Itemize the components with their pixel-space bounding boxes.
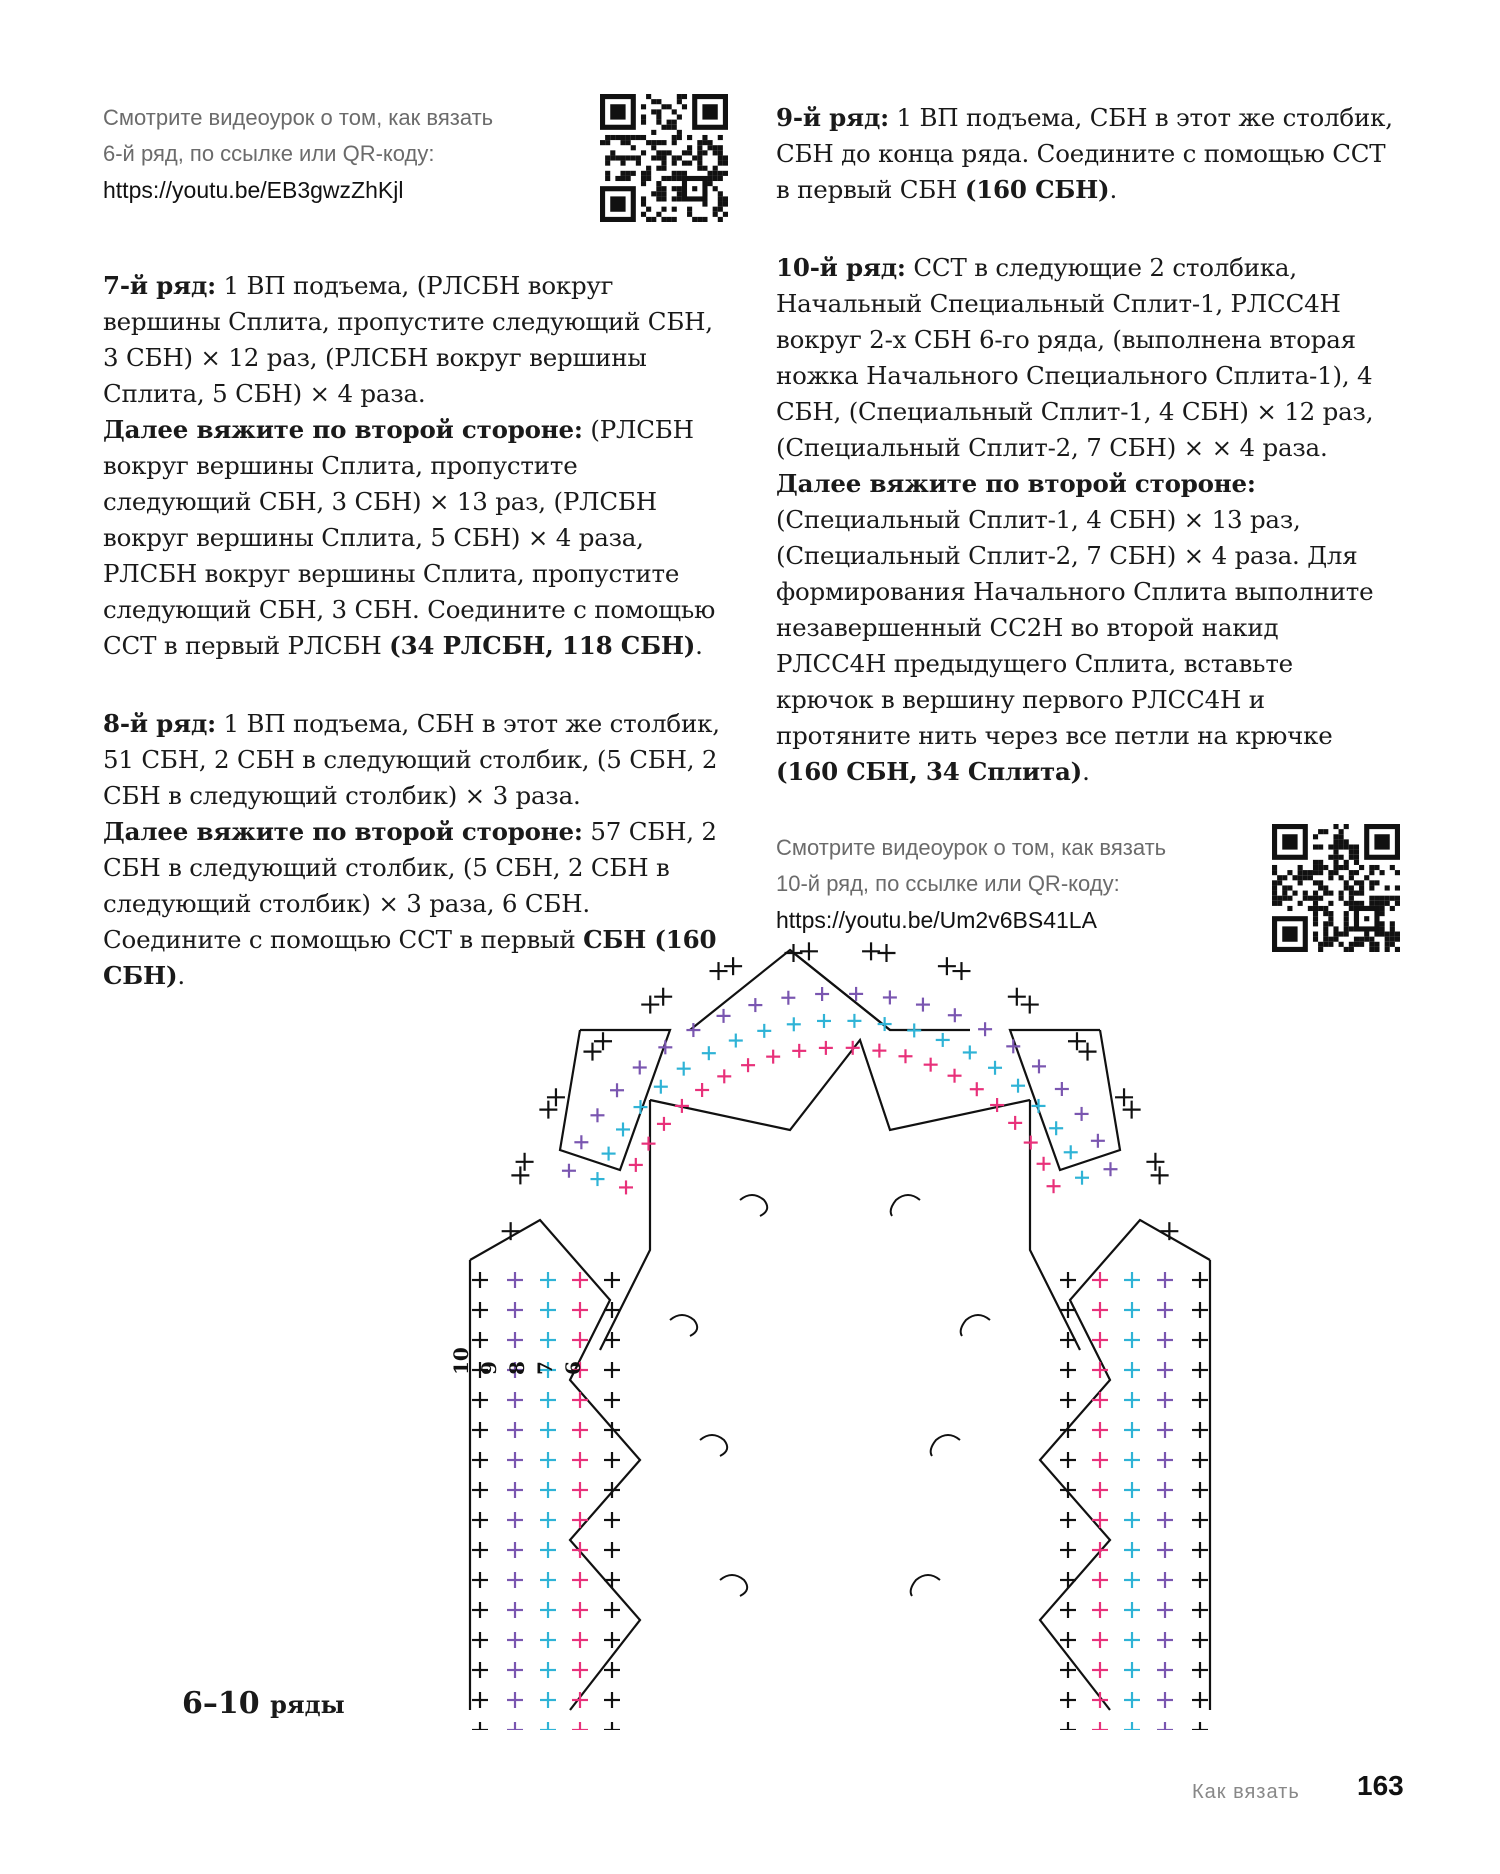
stitch-mark <box>1092 1572 1108 1588</box>
chain-hook <box>720 1575 747 1596</box>
stitch-mark <box>540 1302 556 1318</box>
stitch-mark <box>540 1422 556 1438</box>
row9-end: . <box>1109 175 1118 204</box>
stitch-mark <box>1151 1166 1169 1184</box>
video-link-row6[interactable]: https://youtu.be/EB3gwzZhKjl <box>103 177 404 203</box>
stitch-mark <box>1124 1572 1140 1588</box>
stitch-mark <box>604 1602 620 1618</box>
row7-total: (34 РЛСБН, 118 СБН) <box>389 631 696 660</box>
stitch-mark <box>1060 1272 1076 1288</box>
stitch-mark <box>1037 1157 1051 1171</box>
inner-right-stem <box>1030 1100 1080 1350</box>
chart-stitches <box>472 942 1208 1730</box>
stitch-mark <box>472 1662 488 1678</box>
stitch-mark <box>604 1392 620 1408</box>
stitch-mark <box>1068 1032 1086 1050</box>
stitch-mark <box>1124 1542 1140 1558</box>
row7-end: . <box>695 631 703 660</box>
stitch-mark <box>1192 1632 1208 1648</box>
stitch-mark <box>654 1080 668 1094</box>
stitch-mark <box>724 957 742 975</box>
stitch-mark <box>1124 1392 1140 1408</box>
stitch-mark <box>1092 1722 1108 1730</box>
stitch-mark <box>1124 1482 1140 1498</box>
stitch-mark <box>1103 1162 1117 1176</box>
stitch-mark <box>686 1023 700 1037</box>
stitch-mark <box>507 1692 523 1708</box>
row10-paragraph-2 <box>776 466 1396 790</box>
stitch-mark <box>572 1662 588 1678</box>
stitch-mark <box>604 1452 620 1468</box>
stitch-mark <box>540 1572 556 1588</box>
stitch-mark <box>924 1058 938 1072</box>
stitch-mark <box>633 1060 647 1074</box>
stitch-mark <box>572 1512 588 1528</box>
stitch-mark <box>629 1158 643 1172</box>
stitch-mark <box>1157 1422 1173 1438</box>
chart-caption-rows: 6–10 <box>182 1686 260 1721</box>
stitch-mark <box>1124 1632 1140 1648</box>
stitch-mark <box>507 1302 523 1318</box>
stitch-mark <box>604 1332 620 1348</box>
row8-end: . <box>177 961 185 990</box>
stitch-mark <box>1092 1272 1108 1288</box>
stitch-mark <box>766 1050 780 1064</box>
stitch-mark <box>657 1117 671 1131</box>
stitch-mark <box>990 1098 1004 1112</box>
stitch-mark <box>1157 1602 1173 1618</box>
stitch-mark <box>1192 1722 1208 1730</box>
stitch-mark <box>1124 1512 1140 1528</box>
stitch-mark <box>1157 1392 1173 1408</box>
stitch-mark <box>472 1542 488 1558</box>
stitch-mark <box>916 998 930 1012</box>
stitch-mark <box>1192 1662 1208 1678</box>
row-number-label: 9 <box>477 1361 501 1375</box>
stitch-mark <box>819 1041 833 1055</box>
stitch-mark <box>1192 1392 1208 1408</box>
stitch-mark <box>540 1632 556 1648</box>
stitch-mark <box>1160 1222 1178 1240</box>
stitch-mark <box>572 1272 588 1288</box>
chart-outline <box>470 950 1210 1710</box>
footer-section-title: Как вязать <box>1192 1781 1300 1803</box>
chart-caption-suffix: ряды <box>270 1690 345 1719</box>
stitch-mark <box>781 991 795 1005</box>
stitch-mark <box>540 1722 556 1730</box>
stitch-mark <box>1157 1362 1173 1378</box>
stitch-mark <box>717 1009 731 1023</box>
chain-hook <box>740 1195 767 1216</box>
stitch-mark <box>604 1512 620 1528</box>
stitch-mark <box>507 1452 523 1468</box>
stitch-mark <box>1092 1332 1108 1348</box>
stitch-mark <box>1124 1362 1140 1378</box>
stitch-mark <box>590 1108 604 1122</box>
stitch-mark <box>792 1044 806 1058</box>
stitch-mark <box>1157 1572 1173 1588</box>
stitch-mark <box>472 1512 488 1528</box>
stitch-mark <box>610 1083 624 1097</box>
stitch-mark <box>1124 1422 1140 1438</box>
stitch-mark <box>1092 1362 1108 1378</box>
stitch-mark <box>1032 1099 1046 1113</box>
stitch-mark <box>1092 1662 1108 1678</box>
stitch-mark <box>540 1482 556 1498</box>
row7-paragraph-2 <box>103 412 723 664</box>
split-outline-left <box>470 1220 640 1710</box>
stitch-mark <box>741 1058 755 1072</box>
stitch-mark <box>1124 1692 1140 1708</box>
stitch-mark <box>540 1692 556 1708</box>
stitch-mark <box>540 1542 556 1558</box>
stitch-mark <box>1157 1272 1173 1288</box>
stitch-mark <box>1092 1632 1108 1648</box>
stitch-mark <box>604 1362 620 1378</box>
stitch-mark <box>507 1392 523 1408</box>
stitch-mark <box>1008 1116 1022 1130</box>
row-number-label: 7 <box>533 1361 557 1375</box>
row9-label: 9-й ряд: <box>776 103 889 132</box>
stitch-mark <box>1075 1171 1089 1185</box>
stitch-mark <box>1124 1272 1140 1288</box>
stitch-mark <box>1092 1512 1108 1528</box>
row8-text1: 1 ВП подъема, СБН в этот же столбик, 51 СБН, 2 СБН в следующий столбик, (5 СБН, 2 СБН в следующий столбик) × 3 раза. <box>103 709 720 810</box>
stitch-mark <box>1060 1632 1076 1648</box>
stitch-mark <box>978 1022 992 1036</box>
stitch-mark <box>604 1272 620 1288</box>
top-peak <box>790 950 890 1030</box>
stitch-mark <box>1060 1542 1076 1558</box>
stitch-mark <box>540 1332 556 1348</box>
stitch-mark <box>539 1101 557 1119</box>
stitch-mark <box>872 1044 886 1058</box>
stitch-mark <box>507 1332 523 1348</box>
stitch-mark <box>1192 1332 1208 1348</box>
stitch-mark <box>1060 1722 1076 1730</box>
stitch-mark <box>507 1482 523 1498</box>
stitch-mark <box>507 1722 523 1730</box>
stitch-mark <box>574 1135 588 1149</box>
row8-label: 8-й ряд: <box>103 709 216 738</box>
stitch-mark <box>1192 1302 1208 1318</box>
stitch-mark <box>472 1602 488 1618</box>
stitch-mark <box>1064 1145 1078 1159</box>
page-number: 163 <box>1357 1770 1404 1801</box>
stitch-mark <box>936 1033 950 1047</box>
left-column <box>103 100 723 994</box>
stitch-mark <box>507 1602 523 1618</box>
stitch-mark <box>862 942 880 960</box>
stitch-mark <box>1157 1632 1173 1648</box>
stitch-mark <box>1157 1302 1173 1318</box>
stitch-mark <box>710 962 728 980</box>
stitch-mark <box>604 1632 620 1648</box>
stitch-mark <box>695 1083 709 1097</box>
stitch-mark <box>472 1722 488 1730</box>
stitch-mark <box>540 1452 556 1468</box>
stitch-mark <box>1092 1392 1108 1408</box>
stitch-mark <box>472 1572 488 1588</box>
stitch-mark <box>540 1662 556 1678</box>
stitch-mark <box>1092 1452 1108 1468</box>
qr-code-icon <box>1272 824 1400 952</box>
chain-hook <box>961 1315 990 1336</box>
stitch-mark <box>877 944 895 962</box>
stitch-mark <box>1192 1692 1208 1708</box>
row8-paragraph <box>103 706 723 814</box>
top-arc <box>690 950 970 1030</box>
stitch-mark <box>1192 1482 1208 1498</box>
row10-end: . <box>1082 757 1090 786</box>
row7-text2: (РЛСБН вокруг вершины Сплита, пропустите следующий СБН, 3 СБН) × 13 раз, (РЛСБН вокруг вершины Сплита, 5 СБН) × 4 раза, РЛСБН вокруг вершины Сплита, пропустите следующий СБН, 3 СБН. Соедините с помощью ССТ в первый РЛСБН <box>103 415 716 660</box>
stitch-mark <box>1124 1302 1140 1318</box>
stitch-mark <box>1060 1332 1076 1348</box>
stitch-mark <box>1124 1722 1140 1730</box>
stitch-mark <box>817 1014 831 1028</box>
stitch-mark <box>516 1153 534 1171</box>
row8-total: СБН (160 СБН) <box>103 925 717 990</box>
stitch-mark <box>572 1482 588 1498</box>
stitch-mark <box>1060 1692 1076 1708</box>
stitch-mark <box>1008 988 1026 1006</box>
row9-total: (160 СБН) <box>964 175 1110 204</box>
row7-second-side: Далее вяжите по второй стороне: <box>103 415 583 444</box>
stitch-mark <box>1024 1136 1038 1150</box>
stitch-mark <box>472 1452 488 1468</box>
stitch-mark <box>540 1512 556 1528</box>
stitch-mark <box>507 1272 523 1288</box>
stitch-mark <box>1047 1179 1061 1193</box>
chain-hook <box>891 1195 920 1216</box>
stitch-mark <box>507 1632 523 1648</box>
stitch-mark <box>641 996 659 1014</box>
stitch-mark <box>472 1692 488 1708</box>
chart-caption <box>182 1686 345 1721</box>
stitch-mark <box>1060 1452 1076 1468</box>
stitch-mark <box>1049 1121 1063 1135</box>
stitch-mark <box>948 1008 962 1022</box>
stitch-mark <box>472 1422 488 1438</box>
row7-label: 7-й ряд: <box>103 271 216 300</box>
stitch-mark <box>502 1222 520 1240</box>
stitch-mark <box>963 1045 977 1059</box>
stitch-mark <box>1192 1452 1208 1468</box>
stitch-mark <box>1157 1542 1173 1558</box>
stitch-mark <box>507 1422 523 1438</box>
stitch-mark <box>677 1062 691 1076</box>
stitch-mark <box>675 1099 689 1113</box>
stitch-mark <box>1157 1512 1173 1528</box>
stitch-mark <box>717 1069 731 1083</box>
chain-hook <box>931 1435 960 1456</box>
stitch-mark <box>1021 996 1039 1014</box>
stitch-mark <box>472 1392 488 1408</box>
row7-paragraph <box>103 268 723 412</box>
stitch-mark <box>800 942 818 960</box>
stitch-mark <box>562 1164 576 1178</box>
stitch-mark <box>948 1069 962 1083</box>
stitch-mark <box>1060 1362 1076 1378</box>
inner-left-stem <box>600 1100 650 1350</box>
stitch-mark <box>988 1061 1002 1075</box>
stitch-mark <box>654 988 672 1006</box>
row8-text2: 57 СБН, 2 СБН в следующий столбик, (5 СБН, 2 СБН в следующий столбик) × 3 раза, 6 СБН. Соедините с помощью ССТ в первый <box>103 817 717 954</box>
stitch-mark <box>938 957 956 975</box>
split-outline-right <box>1040 1220 1210 1710</box>
row10-total: (160 СБН, 34 Сплита) <box>776 757 1083 786</box>
stitch-mark <box>883 990 897 1004</box>
stitch-mark <box>507 1542 523 1558</box>
stitch-mark <box>547 1088 565 1106</box>
stitch-mark <box>1011 1079 1025 1093</box>
chain-hook <box>700 1435 727 1456</box>
stitch-mark <box>952 962 970 980</box>
stitch-mark <box>572 1632 588 1648</box>
qr-code-icon <box>600 94 728 222</box>
stitch-mark <box>507 1662 523 1678</box>
stitch-mark <box>472 1272 488 1288</box>
stitch-mark <box>472 1302 488 1318</box>
stitch-mark <box>540 1272 556 1288</box>
video-text-line1: Смотрите видеоурок о том, как вязать <box>776 835 1167 860</box>
row10-paragraph <box>776 250 1396 466</box>
stitch-mark <box>540 1602 556 1618</box>
row9-text1: 1 ВП подъема, СБН в этот же столбик, СБН до конца ряда. Соедините с помощью ССТ в первый СБН <box>776 103 1393 204</box>
row-number-label: 8 <box>505 1361 529 1375</box>
stitch-mark <box>1092 1422 1108 1438</box>
stitch-mark <box>1157 1692 1173 1708</box>
stitch-mark <box>1091 1134 1105 1148</box>
stitch-mark <box>815 987 829 1001</box>
stitch-mark <box>619 1180 633 1194</box>
row10-label: 10-й ряд: <box>776 253 906 282</box>
row10-second-side: Далее вяжите по второй стороне: <box>776 469 1256 498</box>
stitch-mark <box>1060 1392 1076 1408</box>
stitch-mark <box>729 1034 743 1048</box>
row9-paragraph <box>776 100 1396 208</box>
stitch-mark <box>1060 1572 1076 1588</box>
stitch-mark <box>1124 1662 1140 1678</box>
stitch-mark <box>1192 1422 1208 1438</box>
stitch-mark <box>604 1722 620 1730</box>
stitch-mark <box>590 1172 604 1186</box>
stitch-mark <box>1032 1059 1046 1073</box>
stitch-mark <box>507 1572 523 1588</box>
stitch-mark <box>604 1572 620 1588</box>
stitch-mark <box>1157 1722 1173 1730</box>
stitch-mark <box>472 1332 488 1348</box>
video-text-line2: 10-й ряд, по ссылке или QR-коду: <box>776 871 1120 896</box>
stitch-mark <box>472 1482 488 1498</box>
video-text-line1: Смотрите видеоурок о том, как вязать <box>103 105 494 130</box>
stitch-mark <box>594 1032 612 1050</box>
stitch-mark <box>1192 1512 1208 1528</box>
chain-hook <box>911 1575 940 1596</box>
row-number-label: 6 <box>561 1361 585 1375</box>
stitch-mark <box>572 1602 588 1618</box>
row8-second-side: Далее вяжите по второй стороне: <box>103 817 583 846</box>
stitch-mark <box>1192 1602 1208 1618</box>
stitch-mark <box>572 1722 588 1730</box>
video-block-row6 <box>103 100 723 208</box>
stitch-mark <box>702 1046 716 1060</box>
stitch-mark <box>572 1452 588 1468</box>
stitch-mark <box>1060 1512 1076 1528</box>
stitch-mark <box>604 1692 620 1708</box>
stitch-mark <box>787 1017 801 1031</box>
video-text-line2: 6-й ряд, по ссылке или QR-коду: <box>103 141 435 166</box>
stitch-mark <box>907 1023 921 1037</box>
stitch-mark <box>616 1122 630 1136</box>
stitch-mark <box>604 1542 620 1558</box>
stitch-mark <box>1157 1332 1173 1348</box>
row7-text1: 1 ВП подъема, (РЛСБН вокруг вершины Сплита, пропустите следующий СБН, 3 СБН) × 12 раз, (РЛСБН вокруг вершины Сплита, 5 СБН) × 4 раза. <box>103 271 713 408</box>
stitch-mark <box>1192 1362 1208 1378</box>
right-column <box>776 100 1396 938</box>
stitch-mark <box>1092 1302 1108 1318</box>
stitch-mark <box>1192 1572 1208 1588</box>
stitch-mark <box>572 1392 588 1408</box>
stitch-mark <box>472 1632 488 1648</box>
stitch-mark <box>1124 1452 1140 1468</box>
stitch-mark <box>898 1049 912 1063</box>
stitch-mark <box>511 1166 529 1184</box>
stitch-mark <box>658 1040 672 1054</box>
stitch-mark <box>572 1332 588 1348</box>
stitch-mark <box>572 1302 588 1318</box>
crochet-chart <box>440 920 1240 1730</box>
stitch-mark <box>1157 1482 1173 1498</box>
stitch-mark <box>1092 1602 1108 1618</box>
stitch-mark <box>847 1014 861 1028</box>
row-number-label: 10 <box>449 1347 473 1375</box>
stitch-mark <box>1124 1602 1140 1618</box>
stitch-mark <box>507 1512 523 1528</box>
stitch-mark <box>1192 1272 1208 1288</box>
stitch-mark <box>1192 1542 1208 1558</box>
stitch-mark <box>1157 1662 1173 1678</box>
stitch-mark <box>1157 1452 1173 1468</box>
stitch-mark <box>1055 1082 1069 1096</box>
stitch-mark <box>1115 1088 1133 1106</box>
stitch-mark <box>1079 1043 1097 1061</box>
chart-row-numbers <box>449 1347 585 1375</box>
stitch-mark <box>1124 1332 1140 1348</box>
stitch-mark <box>757 1024 771 1038</box>
stitch-mark <box>602 1147 616 1161</box>
chain-hook <box>670 1315 697 1336</box>
stitch-mark <box>1060 1602 1076 1618</box>
stitch-mark <box>642 1137 656 1151</box>
stitch-mark <box>1146 1153 1164 1171</box>
stitch-mark <box>583 1043 601 1061</box>
stitch-mark <box>572 1422 588 1438</box>
row10-text2: (Специальный Сплит-1, 4 СБН) × 13 раз, (Специальный Сплит-2, 7 СБН) × 4 раза. Для формирования Начального Сплита выполните незавершенный СС2Н во второй накид РЛСС4Н предыдущего Сплита, вставьте крючок в вершину первого РЛСС4Н и протяните нить через все петли на крючке <box>776 505 1374 750</box>
stitch-mark <box>748 998 762 1012</box>
stitch-mark <box>1075 1107 1089 1121</box>
stitch-mark <box>540 1392 556 1408</box>
stitch-mark <box>785 944 803 962</box>
stitch-mark <box>970 1082 984 1096</box>
stitch-mark <box>1123 1101 1141 1119</box>
stitch-mark <box>1092 1482 1108 1498</box>
stitch-mark <box>572 1572 588 1588</box>
video-link-row10[interactable]: https://youtu.be/Um2v6BS41LA <box>776 907 1097 933</box>
row10-text1: ССТ в следующие 2 столбика, Начальный Специальный Сплит-1, РЛСС4Н вокруг 2-х СБН 6-го ряда, (выполнена вторая ножка Начального Специального Сплита-1), 4 СБН, (Специальный Сплит-1, 4 СБН) × 12 раз, (Специальный Сплит-2, 7 СБН) × × 4 раза. <box>776 253 1374 462</box>
